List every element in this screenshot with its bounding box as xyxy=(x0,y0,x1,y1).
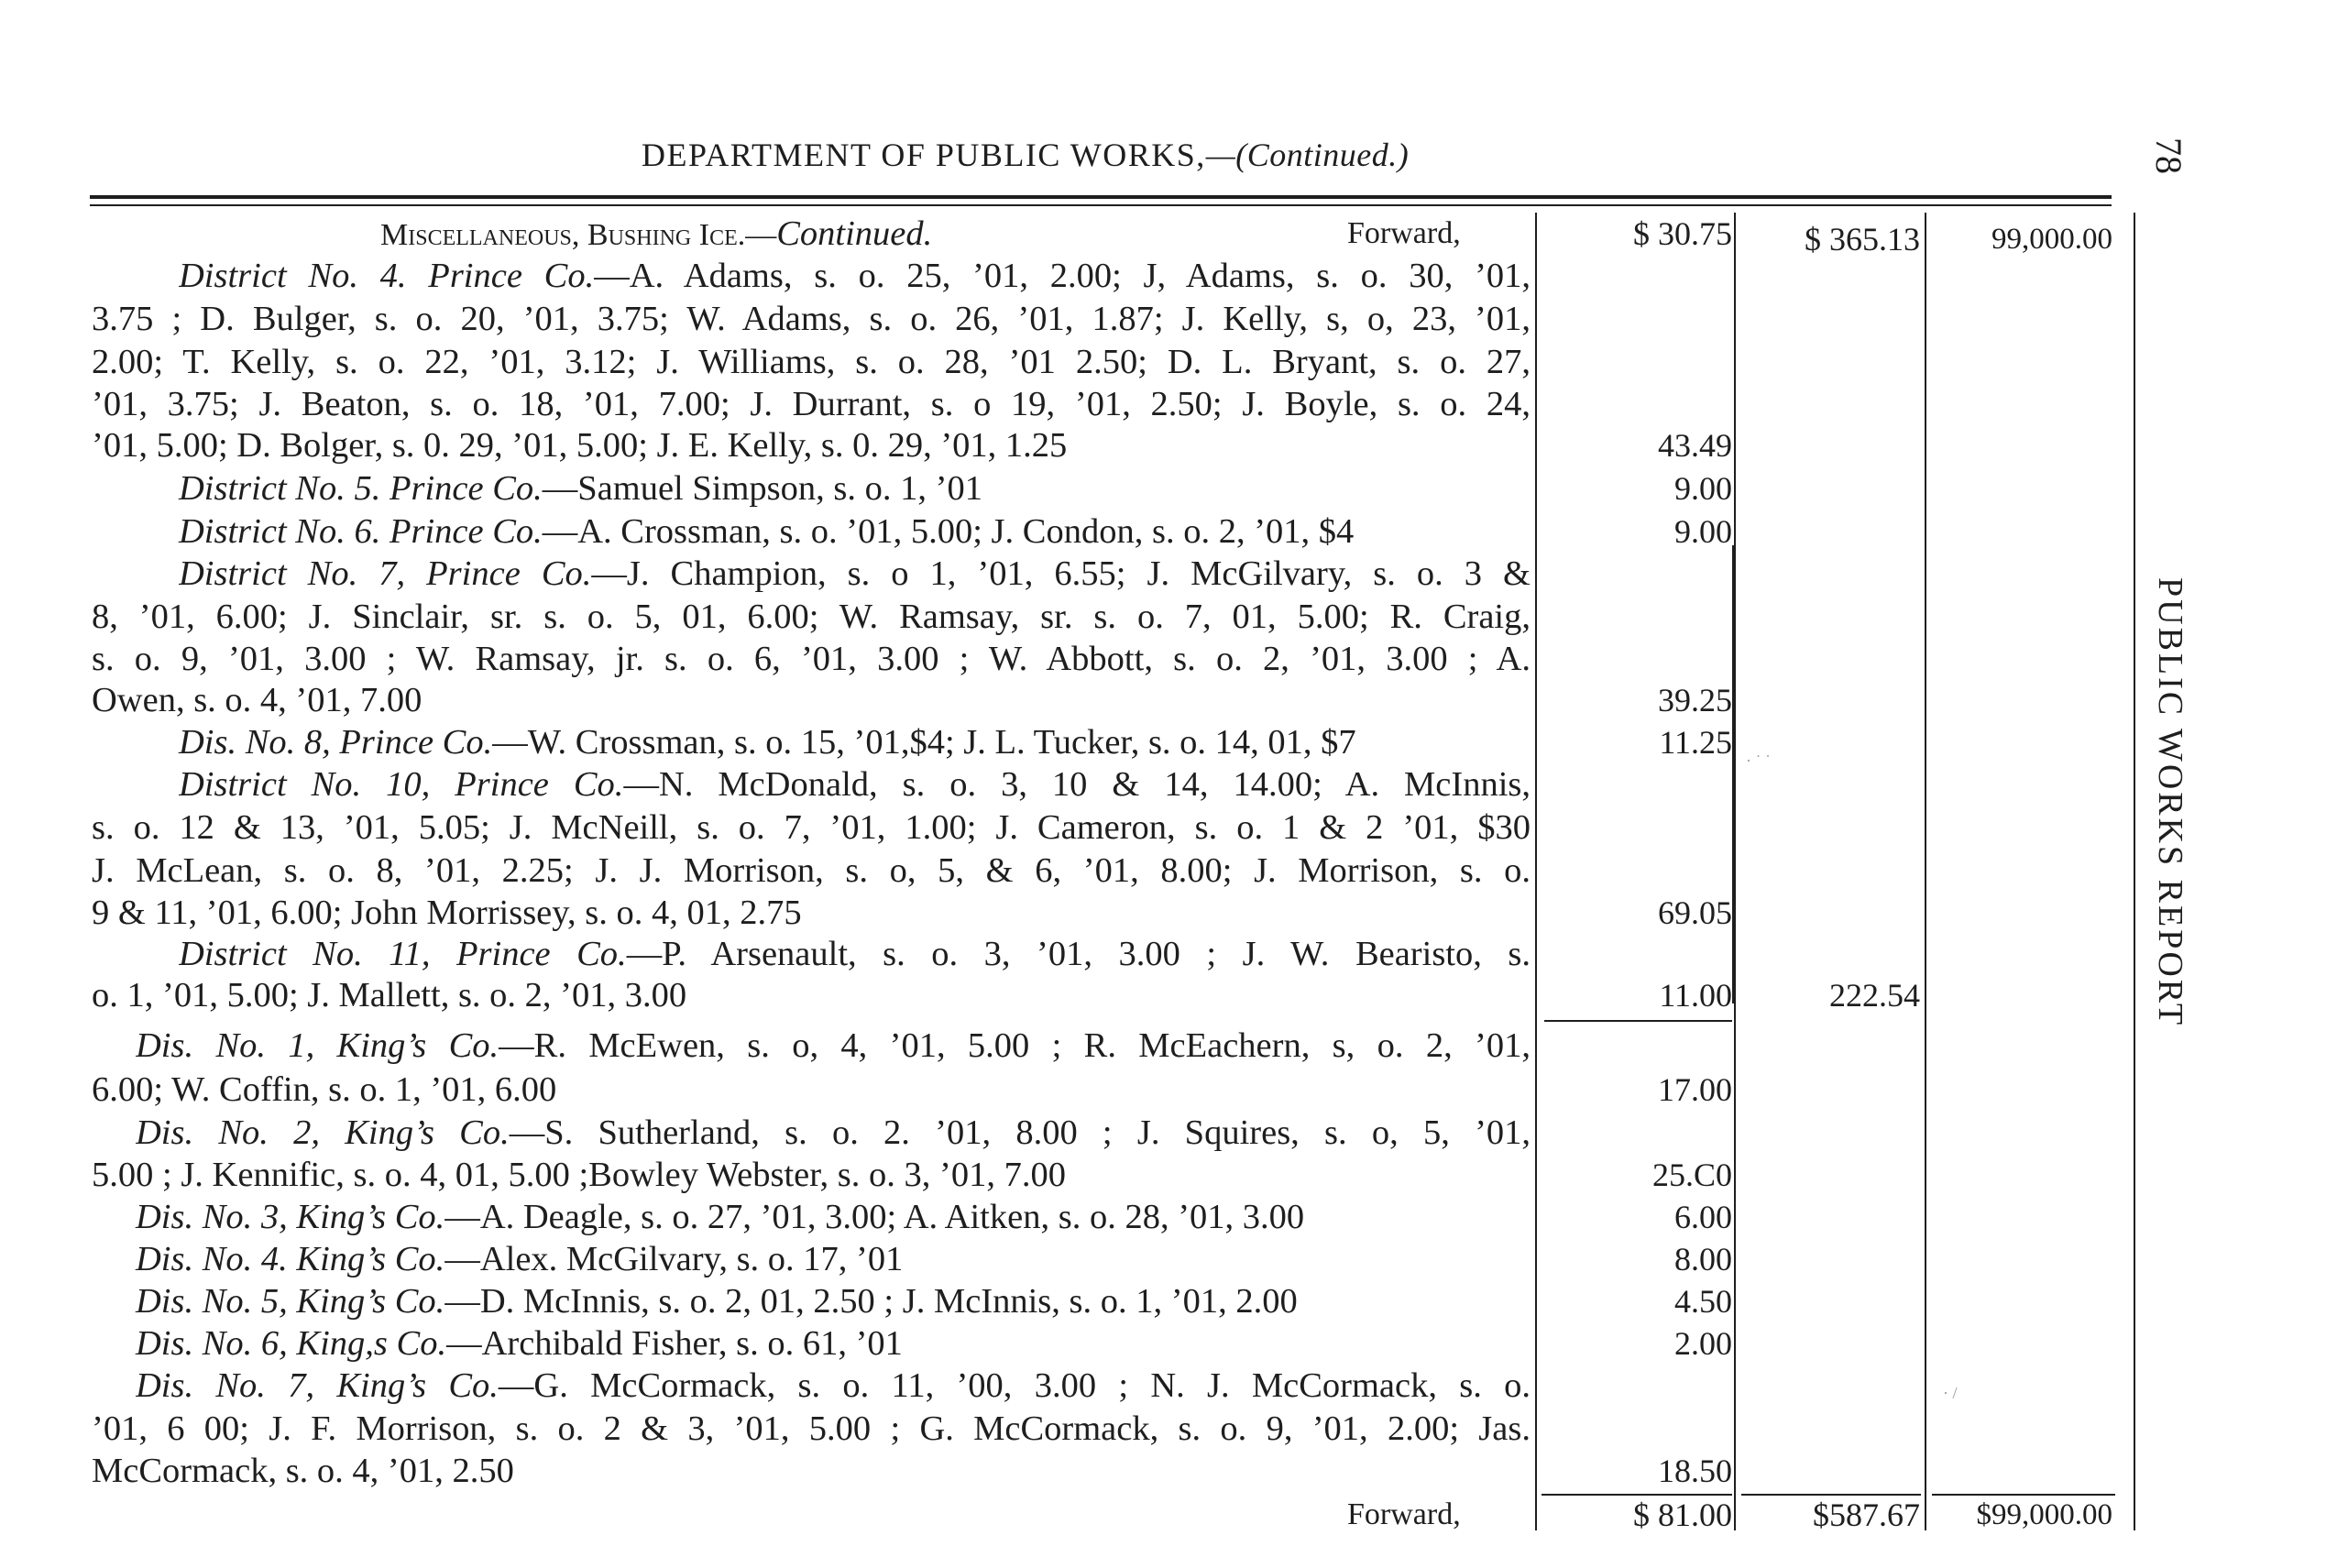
section-heading-continued: Continued. xyxy=(776,214,933,253)
entry-text: 6.00; W. Coffin, s. o. 1, ’01, 6.00 xyxy=(92,1070,557,1109)
entry-text: McCormack, s. o. 4, ’01, 2.50 xyxy=(92,1452,514,1490)
ledger-line xyxy=(92,806,1531,849)
ledger-line xyxy=(136,1322,1526,1365)
line-amount: 69.05 xyxy=(1658,894,1732,931)
header-continued: —(Continued.) xyxy=(1205,137,1410,173)
forward-amount-col1: $ 30.75 xyxy=(1633,215,1732,252)
ledger-line xyxy=(92,424,1526,466)
section-heading-text: Miscellaneous, Bushing Ice.— xyxy=(380,218,777,252)
ink-speck: · ˙ ˙ xyxy=(1746,751,1771,770)
forward-amount-col2: $ 365.13 xyxy=(1805,221,1920,258)
top-rule-thin xyxy=(90,204,2112,206)
entry-text: Owen, s. o. 4, ’01, 7.00 xyxy=(92,681,422,719)
entry-text: 5.00 ; J. Kennific, s. o. 4, 01, 5.00 ;Bowley Webster, s. o. 3, ’01, 7.00 xyxy=(92,1156,1066,1194)
column-divider-2 xyxy=(1734,213,1736,1530)
page-header xyxy=(642,136,1409,174)
forward-label-bottom: Forward, xyxy=(1347,1497,1461,1531)
ledger-line xyxy=(92,638,1531,680)
entry-text: ’01, 5.00; D. Bolger, s. 0. 29, ’01, 5.00; J. E. Kelly, s. 0. 29, ’01, 1.25 xyxy=(92,426,1068,465)
district-label: District No. 10, Prince Co. xyxy=(179,765,624,804)
ledger-line xyxy=(179,255,1531,297)
entry-text: —D. McInnis, s. o. 2, 01, 2.50 ; J. McInnis, s. o. 1, ’01, 2.00 xyxy=(444,1282,1298,1321)
ledger-line xyxy=(92,1069,1526,1111)
ledger-line xyxy=(179,763,1531,806)
column-divider-1b xyxy=(1535,545,1537,1530)
line-amount: 17.00 xyxy=(1658,1071,1732,1108)
district-label: Dis. No. 3, King’s Co. xyxy=(136,1198,445,1236)
entry-text: —G. McCormack, s. o. 11, ’00, 3.00 ; N. J. McCormack, s. o. xyxy=(498,1366,1531,1405)
line-amount: 11.25 xyxy=(1659,724,1732,761)
entry-text: ’01, 3.75; J. Beaton, s. o. 18, ’01, 7.00; J. Durrant, s. o 19, ’01, 2.50; J. Boyle, s. o. 24, xyxy=(92,385,1531,423)
entry-text: s. o. 12 & 13, ’01, 5.05; J. McNeill, s. o. 7, ’01, 1.00; J. Cameron, s. o. 1 & 2 ’01, $30 xyxy=(92,808,1531,847)
total-col2: $587.67 xyxy=(1813,1497,1920,1533)
entry-text: 3.75 ; D. Bulger, s. o. 20, ’01, 3.75; W. Adams, s. o. 26, ’01, 1.87; J. Kelly, s, o, 23, ’01, xyxy=(92,300,1531,338)
total-col3: $99,000.00 xyxy=(1976,1498,2112,1531)
line-amount: 25.C0 xyxy=(1651,1157,1732,1193)
line-amount: 8.00 xyxy=(1674,1241,1732,1277)
section-heading xyxy=(380,213,1205,255)
subtotal-amount: 222.54 xyxy=(1829,977,1920,1014)
ledger-line xyxy=(136,1238,1526,1280)
entry-text: —P. Arsenault, s. o. 3, ’01, 3.00 ; J. W. Bearisto, s. xyxy=(626,935,1531,973)
line-amount: 2.00 xyxy=(1674,1325,1732,1362)
forward-amount-col3: 99,000.00 xyxy=(1991,223,2112,256)
subtotal-rule xyxy=(1544,1020,1732,1022)
column-divider-3 xyxy=(1925,213,1926,1530)
district-label: District No. 5. Prince Co. xyxy=(179,469,543,508)
district-label: Dis. No. 6, King,s Co. xyxy=(136,1324,447,1363)
entry-text: —W. Crossman, s. o. 15, ’01,$4; J. L. Tucker, s. o. 14, 01, $7 xyxy=(492,723,1356,762)
ink-speck: · / xyxy=(1943,1384,1958,1402)
ledger-line xyxy=(179,933,1531,975)
district-label: District No. 6. Prince Co. xyxy=(179,512,543,551)
entry-text: —A. Deagle, s. o. 27, ’01, 3.00; A. Aitken, s. o. 28, ’01, 3.00 xyxy=(444,1198,1305,1236)
entry-text: —J. Champion, s. o 1, ’01, 6.55; J. McGilvary, s. o. 3 & xyxy=(591,554,1531,593)
line-amount: 9.00 xyxy=(1674,470,1732,507)
line-amount: 4.50 xyxy=(1674,1283,1732,1320)
entry-text: —N. McDonald, s. o. 3, 10 & 14, 14.00; A. McInnis, xyxy=(623,765,1531,804)
ledger-line xyxy=(92,383,1531,425)
line-amount: 9.00 xyxy=(1674,513,1732,550)
ledger-line xyxy=(92,850,1531,892)
ledger-line xyxy=(92,892,1526,934)
ledger-line xyxy=(136,1365,1531,1407)
line-amount: 43.49 xyxy=(1658,427,1732,464)
entry-text: —Alex. McGilvary, s. o. 17, ’01 xyxy=(444,1240,904,1278)
ledger-line xyxy=(92,596,1531,638)
ledger-line xyxy=(136,1025,1531,1067)
page-number: 78 xyxy=(2148,137,2189,174)
line-amount: 39.25 xyxy=(1658,682,1732,718)
ledger-line xyxy=(136,1112,1531,1154)
district-label: Dis. No. 4. King’s Co. xyxy=(136,1240,445,1278)
ledger-line xyxy=(179,510,1526,553)
total-col1: $ 81.00 xyxy=(1633,1497,1732,1533)
line-amount: 11.00 xyxy=(1659,977,1732,1014)
ledger-line xyxy=(92,341,1531,383)
ledger-line xyxy=(179,467,1526,510)
entry-text: —Samuel Simpson, s. o. 1, ’01 xyxy=(542,469,982,508)
district-label: Dis. No. 5, King’s Co. xyxy=(136,1282,445,1321)
ledger-line xyxy=(92,974,1526,1016)
district-label: District No. 11, Prince Co. xyxy=(179,935,627,973)
entry-text: —S. Sutherland, s. o. 2. ’01, 8.00 ; J. Squires, s. o, 5, ’01, xyxy=(509,1113,1531,1152)
ledger-line xyxy=(92,1408,1531,1450)
entry-text: 8, ’01, 6.00; J. Sinclair, sr. s. o. 5, 01, 6.00; W. Ramsay, sr. s. o. 7, 01, 5.00; R. Craig, xyxy=(92,598,1531,636)
entry-text: 9 & 11, ’01, 6.00; John Morrissey, s. o. 4, 01, 2.75 xyxy=(92,894,802,932)
column-divider-1c xyxy=(1732,545,1734,1003)
ledger-line xyxy=(92,298,1531,340)
district-label: Dis. No. 1, King’s Co. xyxy=(136,1026,499,1065)
ledger-line xyxy=(136,1280,1526,1322)
top-rule-thick xyxy=(90,195,2112,199)
forward-label-top: Forward, xyxy=(1347,216,1461,250)
district-label: Dis. No. 2, King’s Co. xyxy=(136,1113,510,1152)
ledger-line xyxy=(92,1154,1526,1196)
header-title: DEPARTMENT OF PUBLIC WORKS, xyxy=(642,137,1206,173)
entry-text: —A. Crossman, s. o. ’01, 5.00; J. Condon, s. o. 2, ’01, $4 xyxy=(542,512,1355,551)
line-amount: 18.50 xyxy=(1658,1453,1732,1489)
side-running-title: PUBLIC WORKS REPORT xyxy=(2151,577,2189,1028)
entry-text: s. o. 9, ’01, 3.00 ; W. Ramsay, jr. s. o. 6, ’01, 3.00 ; W. Abbott, s. o. 2, ’01, 3.00 ; A. xyxy=(92,640,1531,678)
entry-text: J. McLean, s. o. 8, ’01, 2.25; J. J. Morrison, s. o, 5, & 6, ’01, 8.00; J. Morrison, s. o. xyxy=(92,851,1531,890)
district-label: Dis. No. 7, King’s Co. xyxy=(136,1366,499,1405)
entry-text: ’01, 6 00; J. F. Morrison, s. o. 2 & 3, ’01, 5.00 ; G. McCormack, s. o. 9, ’01, 2.00; Jas. xyxy=(92,1409,1531,1448)
ledger-line xyxy=(92,679,1526,721)
entry-text: 2.00; T. Kelly, s. o. 22, ’01, 3.12; J. Williams, s. o. 28, ’01 2.50; D. L. Bryant, s. o. 27, xyxy=(92,343,1531,381)
ledger-line xyxy=(179,553,1531,595)
entry-text: —A. Adams, s. o. 25, ’01, 2.00; J, Adams, s. o. 30, ’01, xyxy=(594,257,1531,295)
district-label: District No. 7, Prince Co. xyxy=(179,554,592,593)
line-amount: 6.00 xyxy=(1674,1199,1732,1235)
district-label: Dis. No. 8, Prince Co. xyxy=(179,723,493,762)
entry-text: —Archibald Fisher, s. o. 61, ’01 xyxy=(446,1324,903,1363)
district-label: District No. 4. Prince Co. xyxy=(179,257,595,295)
entry-text: o. 1, ’01, 5.00; J. Mallett, s. o. 2, ’01, 3.00 xyxy=(92,976,687,1014)
ledger-line xyxy=(92,1450,1526,1492)
entry-text: —R. McEwen, s. o, 4, ’01, 5.00 ; R. McEachern, s, o. 2, ’01, xyxy=(499,1026,1531,1065)
ledger-line xyxy=(136,1196,1526,1238)
ledger-line xyxy=(179,721,1526,763)
